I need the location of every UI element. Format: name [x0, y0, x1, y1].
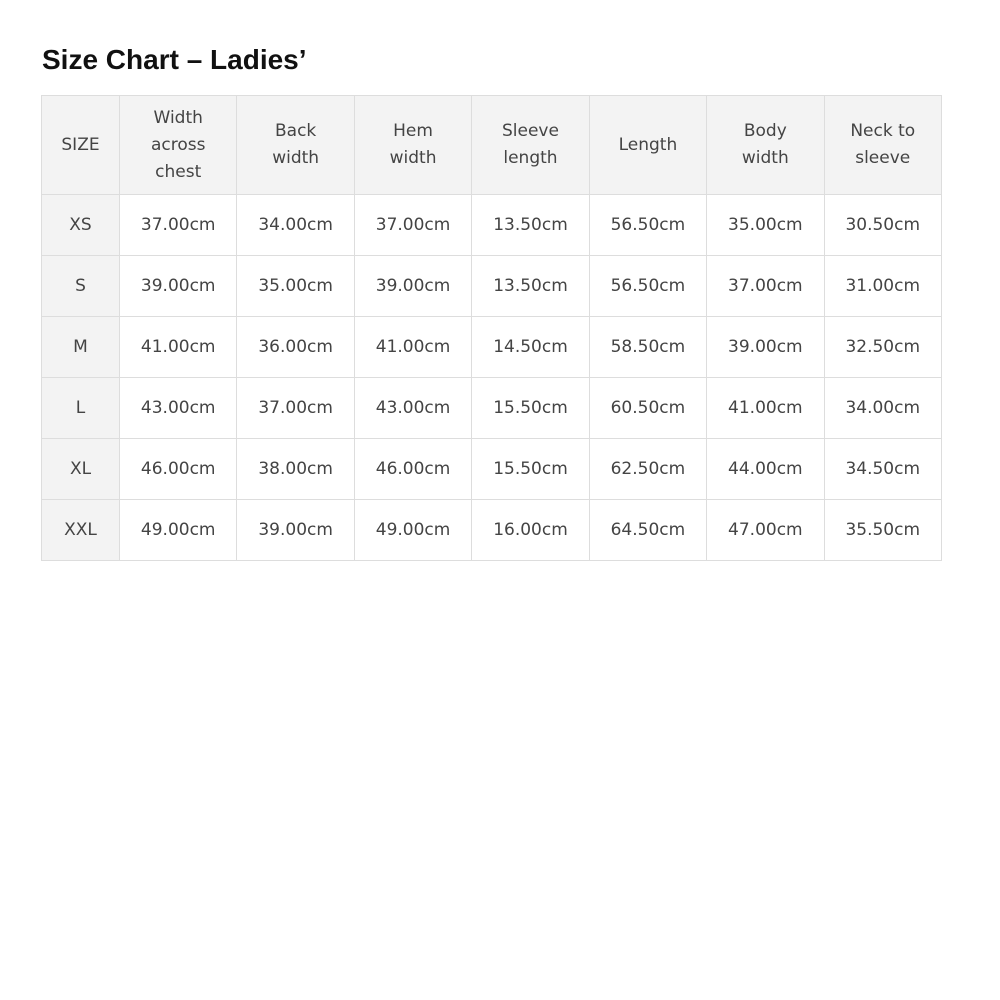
table-row [42, 317, 942, 378]
table-cell: 43.00cm [120, 378, 237, 439]
size-label-cell: M [42, 317, 120, 378]
table-cell: 13.50cm [472, 195, 589, 256]
size-label-cell: S [42, 256, 120, 317]
table-cell: 64.50cm [589, 500, 706, 561]
size-label-cell: L [42, 378, 120, 439]
table-cell: 62.50cm [589, 439, 706, 500]
table-cell: 37.00cm [354, 195, 471, 256]
table-row [42, 256, 942, 317]
table-cell: 49.00cm [354, 500, 471, 561]
size-label-cell: XS [42, 195, 120, 256]
table-cell: 15.50cm [472, 378, 589, 439]
table-cell: 41.00cm [354, 317, 471, 378]
column-header-neck-to-sleeve: Neck to sleeve [824, 96, 941, 195]
table-cell: 34.50cm [824, 439, 941, 500]
table-cell: 31.00cm [824, 256, 941, 317]
column-header-back-width: Back width [237, 96, 354, 195]
table-cell: 47.00cm [707, 500, 824, 561]
table-cell: 44.00cm [707, 439, 824, 500]
header-row [42, 96, 942, 195]
table-cell: 46.00cm [354, 439, 471, 500]
table-cell: 41.00cm [707, 378, 824, 439]
table-cell: 34.00cm [237, 195, 354, 256]
table-cell: 37.00cm [707, 256, 824, 317]
size-label-cell: XL [42, 439, 120, 500]
table-cell: 60.50cm [589, 378, 706, 439]
table-cell: 36.00cm [237, 317, 354, 378]
table-cell: 39.00cm [120, 256, 237, 317]
column-header-sleeve-length: Sleeve length [472, 96, 589, 195]
table-row [42, 439, 942, 500]
table-cell: 56.50cm [589, 256, 706, 317]
table-cell: 38.00cm [237, 439, 354, 500]
table-cell: 41.00cm [120, 317, 237, 378]
table-cell: 35.00cm [237, 256, 354, 317]
table-cell: 30.50cm [824, 195, 941, 256]
column-header-length: Length [589, 96, 706, 195]
table-cell: 43.00cm [354, 378, 471, 439]
table-cell: 49.00cm [120, 500, 237, 561]
table-cell: 39.00cm [354, 256, 471, 317]
table-cell: 39.00cm [237, 500, 354, 561]
size-label-cell: XXL [42, 500, 120, 561]
column-header-hem-width: Hem width [354, 96, 471, 195]
table-cell: 16.00cm [472, 500, 589, 561]
table-cell: 37.00cm [120, 195, 237, 256]
table-cell: 58.50cm [589, 317, 706, 378]
column-header-body-width: Body width [707, 96, 824, 195]
table-cell: 34.00cm [824, 378, 941, 439]
column-header-width-across-chest: Width across chest [120, 96, 237, 195]
table-row [42, 195, 942, 256]
table-cell: 37.00cm [237, 378, 354, 439]
table-cell: 13.50cm [472, 256, 589, 317]
page-title: Size Chart – Ladies’ [42, 44, 307, 75]
table-row [42, 378, 942, 439]
size-chart-table [41, 95, 942, 561]
table-cell: 46.00cm [120, 439, 237, 500]
table-cell: 35.00cm [707, 195, 824, 256]
table-cell: 39.00cm [707, 317, 824, 378]
table-cell: 35.50cm [824, 500, 941, 561]
table-cell: 14.50cm [472, 317, 589, 378]
table-cell: 32.50cm [824, 317, 941, 378]
table-cell: 56.50cm [589, 195, 706, 256]
column-header-size: SIZE [42, 96, 120, 195]
table-row [42, 500, 942, 561]
table-cell: 15.50cm [472, 439, 589, 500]
